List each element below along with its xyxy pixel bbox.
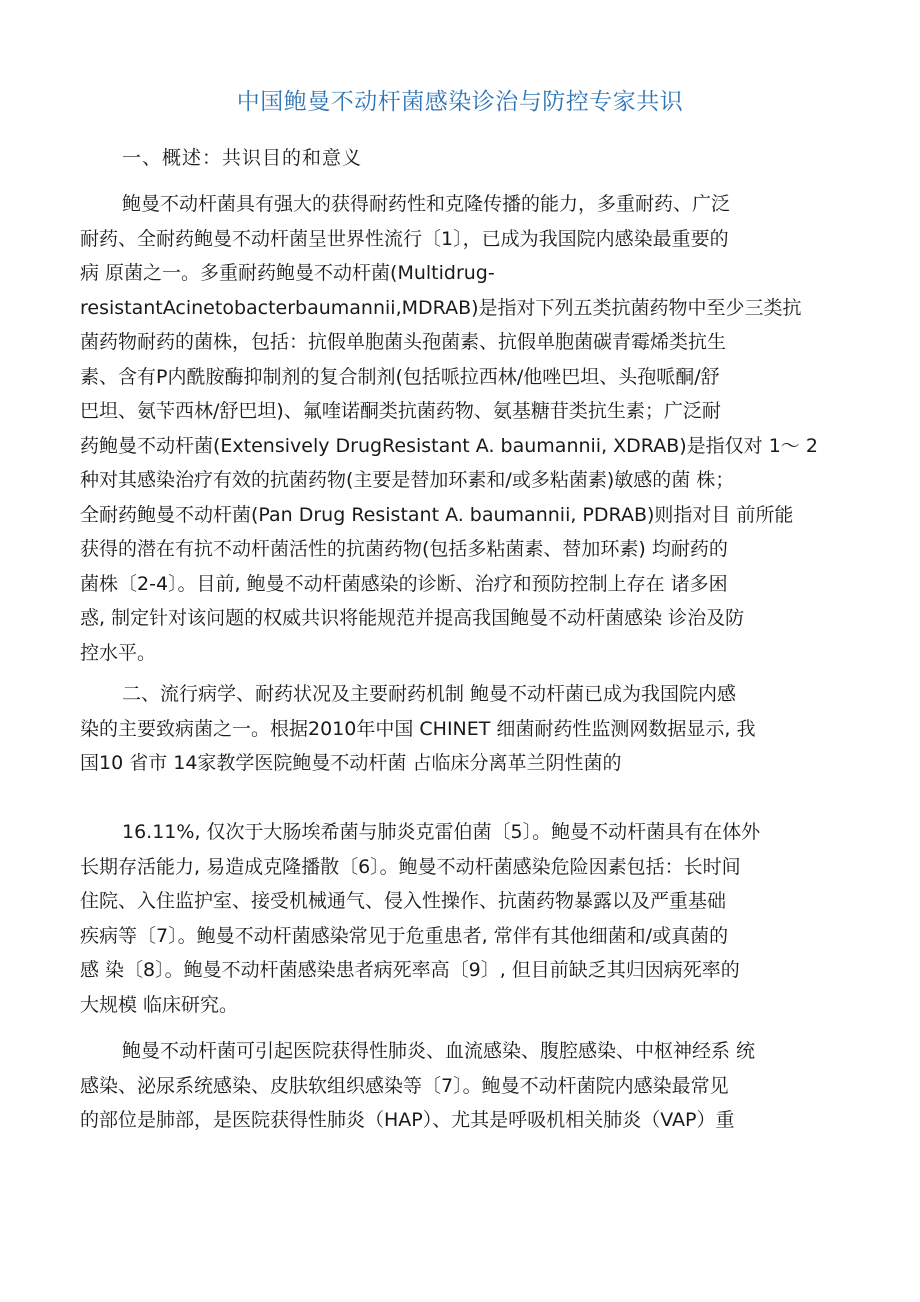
paragraph-line: resistantAcinetobacterbaumannii,MDRAB)是指对下列五类抗菌药物中至少三类抗 — [80, 296, 802, 319]
paragraph-line: 鲍曼不动杆菌具有强大的获得耐药性和克隆传播的能力，多重耐药、广泛 — [122, 193, 731, 215]
paragraph-line: 药鲍曼不动杆菌(Extensively DrugResistant A. baumannii, XDRAB)是指仅对 1〜 2 — [80, 434, 818, 457]
paragraph-line: 巴坦、氨苄西林/舒巴坦)、氟喹诺酮类抗菌药物、氨基糖苷类抗生素；广泛耐 — [80, 400, 721, 422]
paragraph-line: 鲍曼不动杆菌可引起医院获得性肺炎、血流感染、腹腔感染、中枢神经系 统 — [122, 1040, 756, 1062]
paragraph-line: 病 原菌之一。多重耐药鲍曼不动杆菌(Multidrug- — [80, 262, 495, 284]
section-heading-overview: 一、概述：共识目的和意义 — [122, 147, 363, 169]
paragraph-line: 控水平。 — [80, 641, 157, 664]
paragraph-epidemiology — [80, 677, 845, 781]
paragraph-line: 菌株〔2-4〕。目前, 鲍曼不动杆菌感染的诊断、治疗和预防控制上存在 诸多困 — [80, 572, 728, 595]
paragraph-line: 惑, 制定针对该问题的权威共识将能规范并提高我国鲍曼不动杆菌感染 诊治及防 — [80, 607, 745, 629]
paragraph-line: 菌药物耐药的菌株，包括：抗假单胞菌头孢菌素、抗假单胞菌碳青霉烯类抗生 — [80, 331, 727, 353]
paragraph-infection-sites — [80, 1034, 845, 1138]
paragraph-line: 素、含有P内酰胺酶抑制剂的复合制剂(包括哌拉西林/他唑巴坦、头孢哌酮/舒 — [80, 365, 720, 388]
paragraph-line: 大规模 临床研究。 — [80, 993, 239, 1016]
paragraph-line: 染的主要致病菌之一。根据2010年中国 CHINET 细菌耐药性监测网数据显示, 我 — [80, 717, 756, 740]
paragraph-line: 的部位是肺部，是医院获得性肺炎（HAP）、尤其是呼吸机相关肺炎（VAP）重 — [80, 1109, 735, 1131]
paragraph-resistance — [80, 815, 845, 1022]
paragraph-line: 种对其感染治疗有效的抗菌药物(主要是替加环素和/或多粘菌素)敏感的菌 株； — [80, 469, 735, 491]
paragraph-line: 二、流行病学、耐药状况及主要耐药机制 鲍曼不动杆菌已成为我国院内感 — [122, 683, 737, 705]
paragraph-line: 获得的潜在有抗不动杆菌活性的抗菌药物(包括多粘菌素、替加环素) 均耐药的 — [80, 538, 728, 560]
paragraph-line: 住院、入住监护室、接受机械通气、侵入性操作、抗菌药物暴露以及严重基础 — [80, 890, 727, 912]
paragraph-line: 国10 省市 14家教学医院鲍曼不动杆菌 占临床分离革兰阴性菌的 — [80, 752, 622, 774]
paragraph-line: 16.11%, 仅次于大肠埃希菌与肺炎克雷伯菌〔5〕。鲍曼不动杆菌具有在体外 — [122, 821, 761, 843]
paragraph-line: 感 染〔8〕。鲍曼不动杆菌感染患者病死率高〔9〕, 但目前缺乏其归因病死率的 — [80, 959, 740, 981]
paragraph-line: 耐药、全耐药鲍曼不动杆菌呈世界性流行〔1〕，已成为我国院内感染最重要的 — [80, 227, 729, 250]
paragraph-line: 全耐药鲍曼不动杆菌(Pan Drug Resistant A. baumannii, PDRAB)则指对目 前所能 — [80, 503, 794, 526]
paragraph-line: 疾病等〔7〕。鲍曼不动杆菌感染常见于危重患者, 常伴有其他细菌和/或真菌的 — [80, 924, 729, 947]
document-title: 中国鲍曼不动杆菌感染诊治与防控专家共识 — [236, 89, 684, 115]
paragraph-line: 感染、泌尿系统感染、皮肤软组织感染等〔7〕。鲍曼不动杆菌院内感染最常见 — [80, 1074, 729, 1097]
paragraph-line: 长期存活能力, 易造成克隆播散〔6〕。鲍曼不动杆菌感染危险因素包括：长时间 — [80, 855, 741, 878]
paragraph-overview — [80, 187, 845, 670]
